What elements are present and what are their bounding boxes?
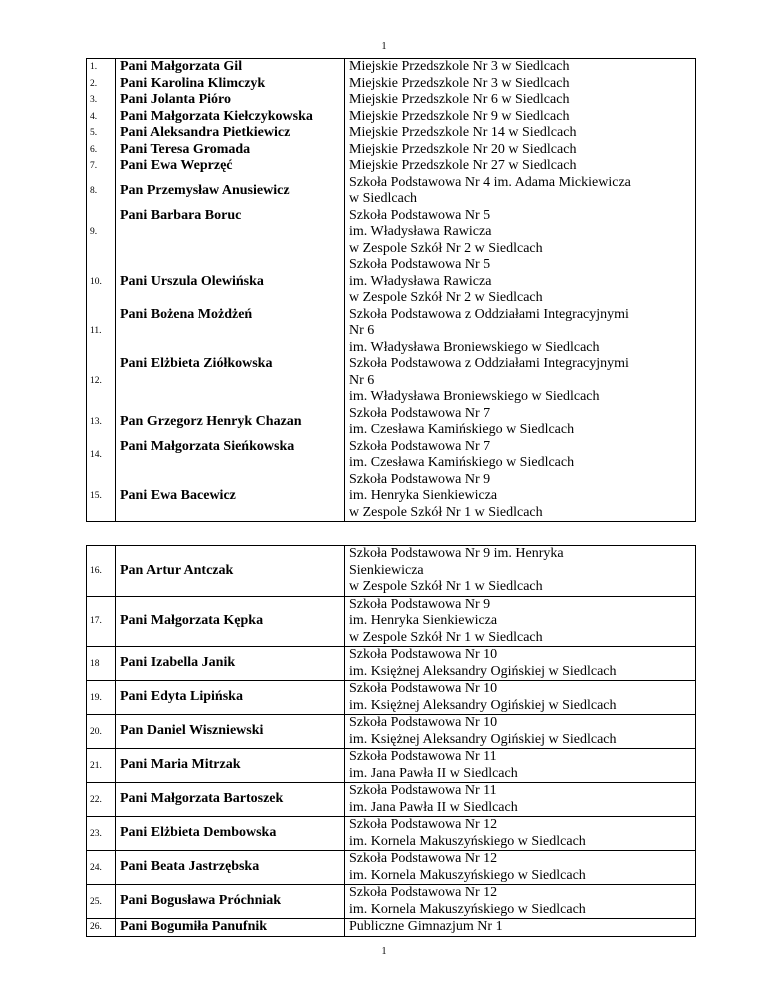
school-line: w Zespole Szkół Nr 1 w Siedlcach xyxy=(349,629,543,645)
teacher-name: Pani Izabella Janik xyxy=(116,647,345,681)
teacher-name: Pani Aleksandra Pietkiewicz xyxy=(116,125,345,142)
table-row xyxy=(87,76,696,93)
school-line: im. Władysława Rawicza xyxy=(349,224,492,239)
school-line: w Siedlcach xyxy=(349,191,418,206)
table-row xyxy=(87,142,696,159)
table-row xyxy=(87,885,696,919)
teacher-name: Pan Artur Antczak xyxy=(116,546,345,597)
school-name xyxy=(345,125,696,142)
school-line: im. Kornela Makuszyńskiego w Siedlcach xyxy=(349,901,586,917)
school-line: Miejskie Przedszkole Nr 3 w Siedlcach xyxy=(349,75,570,91)
school-line: Szkoła Podstawowa Nr 7 xyxy=(349,405,491,421)
school-line: Szkoła Podstawowa Nr 4 im. Adama Mickiewicza xyxy=(349,174,631,190)
school-line: im. Księżnej Aleksandry Ogińskiej w Siedlcach xyxy=(349,663,617,679)
table-row xyxy=(87,546,696,597)
school-line: im. Władysława Rawicza xyxy=(349,273,492,289)
school-name xyxy=(345,307,696,357)
table-row xyxy=(87,647,696,681)
teacher-name: Pani Karolina Klimczyk xyxy=(116,76,345,93)
school-line: im. Kornela Makuszyńskiego w Siedlcach xyxy=(349,833,586,849)
row-number: 13. xyxy=(87,406,116,439)
school-line: Nr 6 xyxy=(349,323,375,338)
school-line: w Zespole Szkół Nr 1 w Siedlcach xyxy=(349,579,543,594)
school-name xyxy=(345,92,696,109)
school-name xyxy=(345,109,696,126)
school-line: Sienkiewicza xyxy=(349,562,424,578)
school-name xyxy=(345,208,696,258)
school-line: w Zespole Szkół Nr 2 w Siedlcach xyxy=(349,240,543,256)
school-line: im. Henryka Sienkiewicza xyxy=(349,613,498,628)
row-number: 11. xyxy=(87,307,116,357)
school-line: im. Henryka Sienkiewicza xyxy=(349,488,498,503)
school-line: Miejskie Przedszkole Nr 9 w Siedlcach xyxy=(349,108,570,124)
school-line: Szkoła Podstawowa z Oddziałami Integracyjnymi xyxy=(349,306,629,322)
school-line: Szkoła Podstawowa Nr 11 xyxy=(349,749,497,764)
school-name xyxy=(345,647,696,681)
teacher-name: Pani Elżbieta Dembowska xyxy=(116,817,345,851)
table-row xyxy=(87,472,696,522)
row-number: 25. xyxy=(87,885,116,919)
teacher-name: Pani Małgorzata Kiełczykowska xyxy=(116,109,345,126)
school-line: Szkoła Podstawowa Nr 9 xyxy=(349,471,491,487)
school-name xyxy=(345,406,696,439)
school-name xyxy=(345,76,696,93)
school-name xyxy=(345,439,696,472)
school-line: w Zespole Szkół Nr 1 w Siedlcach xyxy=(349,504,543,520)
table-row xyxy=(87,158,696,175)
row-number: 9. xyxy=(87,208,116,258)
school-line: im. Kornela Makuszyńskiego w Siedlcach xyxy=(349,867,586,883)
table-row xyxy=(87,125,696,142)
teacher-name: Pani Ewa Weprzęć xyxy=(116,158,345,175)
row-number: 1. xyxy=(87,59,116,76)
school-line: Miejskie Przedszkole Nr 27 w Siedlcach xyxy=(349,158,577,173)
school-line: im. Władysława Broniewskiego w Siedlcach xyxy=(349,389,600,404)
teacher-name: Pani Bożena Możdżeń xyxy=(116,307,345,357)
school-line: Publiczne Gimnazjum Nr 1 xyxy=(349,919,503,934)
table-row xyxy=(87,257,696,307)
table-row xyxy=(87,749,696,783)
school-name xyxy=(345,783,696,817)
teacher-name: Pani Beata Jastrzębska xyxy=(116,851,345,885)
school-name xyxy=(345,749,696,783)
page-number-bottom: 1 xyxy=(381,946,387,957)
school-name xyxy=(345,919,696,937)
school-name xyxy=(345,472,696,522)
row-number: 18 xyxy=(87,647,116,681)
school-line: im. Czesława Kamińskiego w Siedlcach xyxy=(349,455,575,470)
school-line: Szkoła Podstawowa Nr 11 xyxy=(349,783,497,798)
teacher-name: Pani Ewa Bacewicz xyxy=(116,472,345,522)
school-line: Szkoła Podstawowa Nr 7 xyxy=(349,438,491,454)
teacher-name: Pani Elżbieta Ziółkowska xyxy=(116,356,345,406)
school-name xyxy=(345,546,696,597)
school-line: Szkoła Podstawowa Nr 9 im. Henryka xyxy=(349,546,564,561)
school-name xyxy=(345,851,696,885)
row-number: 10. xyxy=(87,257,116,307)
table-row xyxy=(87,406,696,439)
school-line: Szkoła Podstawowa Nr 10 xyxy=(349,647,498,662)
table-row xyxy=(87,356,696,406)
row-number: 6. xyxy=(87,142,116,159)
row-number: 20. xyxy=(87,715,116,749)
teacher-name: Pan Grzegorz Henryk Chazan xyxy=(116,406,345,439)
teachers-table-part-2 xyxy=(86,545,696,937)
school-line: Szkoła Podstawowa Nr 12 xyxy=(349,817,498,832)
school-line: Miejskie Przedszkole Nr 3 w Siedlcach xyxy=(349,59,570,74)
school-line: im. Księżnej Aleksandry Ogińskiej w Siedlcach xyxy=(349,697,617,713)
row-number: 15. xyxy=(87,472,116,522)
school-line: Szkoła Podstawowa Nr 12 xyxy=(349,885,498,900)
school-line: Nr 6 xyxy=(349,372,375,388)
school-line: Szkoła Podstawowa Nr 10 xyxy=(349,681,498,696)
teachers-table-part-1 xyxy=(86,58,696,522)
school-line: w Zespole Szkół Nr 2 w Siedlcach xyxy=(349,290,543,305)
row-number: 2. xyxy=(87,76,116,93)
teacher-name: Pani Teresa Gromada xyxy=(116,142,345,159)
row-number: 17. xyxy=(87,596,116,647)
table-row xyxy=(87,817,696,851)
school-name xyxy=(345,681,696,715)
school-line: im. Księżnej Aleksandry Ogińskiej w Siedlcach xyxy=(349,731,617,747)
row-number: 19. xyxy=(87,681,116,715)
school-line: Szkoła Podstawowa Nr 5 xyxy=(349,257,491,272)
school-name xyxy=(345,142,696,159)
school-line: Szkoła Podstawowa Nr 9 xyxy=(349,596,491,612)
teacher-name: Pani Jolanta Pióro xyxy=(116,92,345,109)
teacher-name: Pani Małgorzata Bartoszek xyxy=(116,783,345,817)
school-line: Szkoła Podstawowa Nr 10 xyxy=(349,715,498,730)
row-number: 5. xyxy=(87,125,116,142)
school-name xyxy=(345,257,696,307)
table-row xyxy=(87,208,696,258)
table-row xyxy=(87,783,696,817)
row-number: 14. xyxy=(87,439,116,472)
teacher-name: Pani Małgorzata Sieńkowska xyxy=(116,439,345,472)
school-line: Miejskie Przedszkole Nr 6 w Siedlcach xyxy=(349,92,570,107)
row-number: 4. xyxy=(87,109,116,126)
teacher-name: Pani Małgorzata Kępka xyxy=(116,596,345,647)
school-line: im. Czesława Kamińskiego w Siedlcach xyxy=(349,422,575,437)
table-row xyxy=(87,175,696,208)
table-row xyxy=(87,439,696,472)
school-name xyxy=(345,356,696,406)
teacher-name: Pani Urszula Olewińska xyxy=(116,257,345,307)
row-number: 8. xyxy=(87,175,116,208)
school-name xyxy=(345,715,696,749)
teacher-name: Pani Bogumiła Panufnik xyxy=(116,919,345,937)
table-row xyxy=(87,681,696,715)
teacher-name: Pani Małgorzata Gil xyxy=(116,59,345,76)
school-line: Miejskie Przedszkole Nr 20 w Siedlcach xyxy=(349,141,577,157)
school-line: im. Jana Pawła II w Siedlcach xyxy=(349,765,518,781)
table-row xyxy=(87,307,696,357)
school-line: im. Jana Pawła II w Siedlcach xyxy=(349,799,518,815)
school-name xyxy=(345,596,696,647)
table-row xyxy=(87,92,696,109)
teacher-name: Pan Daniel Wiszniewski xyxy=(116,715,345,749)
school-line: Miejskie Przedszkole Nr 14 w Siedlcach xyxy=(349,125,577,140)
row-number: 21. xyxy=(87,749,116,783)
teacher-name: Pan Przemysław Anusiewicz xyxy=(116,175,345,208)
school-name xyxy=(345,885,696,919)
row-number: 24. xyxy=(87,851,116,885)
table-row xyxy=(87,851,696,885)
table-row xyxy=(87,919,696,937)
row-number: 22. xyxy=(87,783,116,817)
teacher-name: Pani Maria Mitrzak xyxy=(116,749,345,783)
teacher-name: Pani Barbara Boruc xyxy=(116,208,345,258)
school-line: im. Władysława Broniewskiego w Siedlcach xyxy=(349,339,600,355)
school-name xyxy=(345,59,696,76)
row-number: 23. xyxy=(87,817,116,851)
table-row xyxy=(87,59,696,76)
row-number: 3. xyxy=(87,92,116,109)
school-name xyxy=(345,175,696,208)
teacher-name: Pani Edyta Lipińska xyxy=(116,681,345,715)
school-name xyxy=(345,817,696,851)
table-row xyxy=(87,109,696,126)
row-number: 12. xyxy=(87,356,116,406)
school-name xyxy=(345,158,696,175)
row-number: 16. xyxy=(87,546,116,597)
teacher-name: Pani Bogusława Próchniak xyxy=(116,885,345,919)
school-line: Szkoła Podstawowa z Oddziałami Integracyjnymi xyxy=(349,356,629,371)
row-number: 26. xyxy=(87,919,116,937)
school-line: Szkoła Podstawowa Nr 12 xyxy=(349,851,498,866)
table-row xyxy=(87,596,696,647)
row-number: 7. xyxy=(87,158,116,175)
school-line: Szkoła Podstawowa Nr 5 xyxy=(349,207,491,223)
page-number-top: 1 xyxy=(381,41,387,52)
table-row xyxy=(87,715,696,749)
